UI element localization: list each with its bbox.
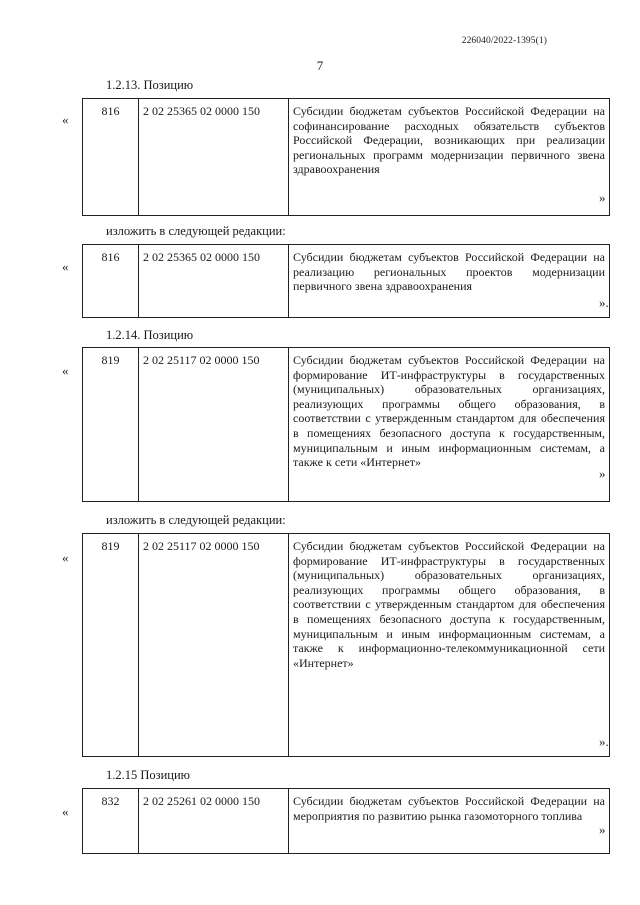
record-table-832-old [82, 788, 610, 854]
record-table-819-old [82, 347, 610, 502]
description-cell: Субсидии бюджетам субъектов Российской Федерации на формирование ИТ-инфраструктуры в государственных (муниципальных) образовательных организациях, реализующих программы общего образования, в соответствии с утвержденным стандартом для обеспечения в помещениях безопасного доступа к государственным, муниципальным и иным информационным системам, а также к информационно-телекоммуникационной сети «Интернет» [289, 534, 610, 757]
open-quote: « [62, 363, 69, 378]
document-number: 226040/2022-1395(1) [461, 36, 547, 46]
close-quote: » [599, 190, 606, 205]
close-quote: » [599, 822, 606, 837]
instruction-text: изложить в следующей редакции: [106, 513, 286, 527]
table-row [83, 534, 610, 757]
description-cell: Субсидии бюджетам субъектов Российской Федерации на софинансирование расходных обязательств субъектов Российской Федерации, возникающих при реализации региональных программ модернизации первичного звена здравоохранения [289, 99, 610, 216]
table-row [83, 789, 610, 854]
page-number: 7 [316, 58, 324, 73]
kbk-cell: 2 02 25365 02 0000 150 [139, 99, 289, 216]
code-cell: 819 [83, 534, 139, 757]
description-cell: Субсидии бюджетам субъектов Российской Федерации на мероприятия по развитию рынка газомоторного топлива [289, 789, 610, 854]
table-row [83, 99, 610, 216]
open-quote: « [62, 112, 69, 127]
open-quote: « [62, 550, 69, 565]
code-cell: 816 [83, 99, 139, 216]
description-cell: Субсидии бюджетам субъектов Российской Федерации на формирование ИТ-инфраструктуры в государственных (муниципальных) образовательных организациях, реализующих программы общего образования, в соответствии с утвержденным стандартом для обеспечения в помещениях безопасного доступа к государственным, муниципальным и иным информационным системам, а также к сети «Интернет» [289, 348, 610, 502]
code-cell: 832 [83, 789, 139, 854]
table-row [83, 245, 610, 318]
description-cell: Субсидии бюджетам субъектов Российской Федерации на реализацию региональных проектов модернизации первичного звена здравоохранения [289, 245, 610, 318]
open-quote: « [62, 804, 69, 819]
kbk-cell: 2 02 25117 02 0000 150 [139, 534, 289, 757]
table-row [83, 348, 610, 502]
record-table-816-old [82, 98, 610, 216]
code-cell: 819 [83, 348, 139, 502]
kbk-cell: 2 02 25261 02 0000 150 [139, 789, 289, 854]
section-heading-1-2-15: 1.2.15 Позицию [106, 768, 190, 782]
open-quote: « [62, 259, 69, 274]
code-cell: 816 [83, 245, 139, 318]
instruction-text: изложить в следующей редакции: [106, 224, 286, 238]
record-table-819-new [82, 533, 610, 757]
close-quote: ». [599, 295, 609, 310]
record-table-816-new [82, 244, 610, 318]
close-quote: ». [599, 734, 609, 749]
section-heading-1-2-14: 1.2.14. Позицию [106, 328, 194, 342]
kbk-cell: 2 02 25117 02 0000 150 [139, 348, 289, 502]
kbk-cell: 2 02 25365 02 0000 150 [139, 245, 289, 318]
close-quote: » [599, 466, 606, 481]
section-heading-1-2-13: 1.2.13. Позицию [106, 78, 194, 92]
